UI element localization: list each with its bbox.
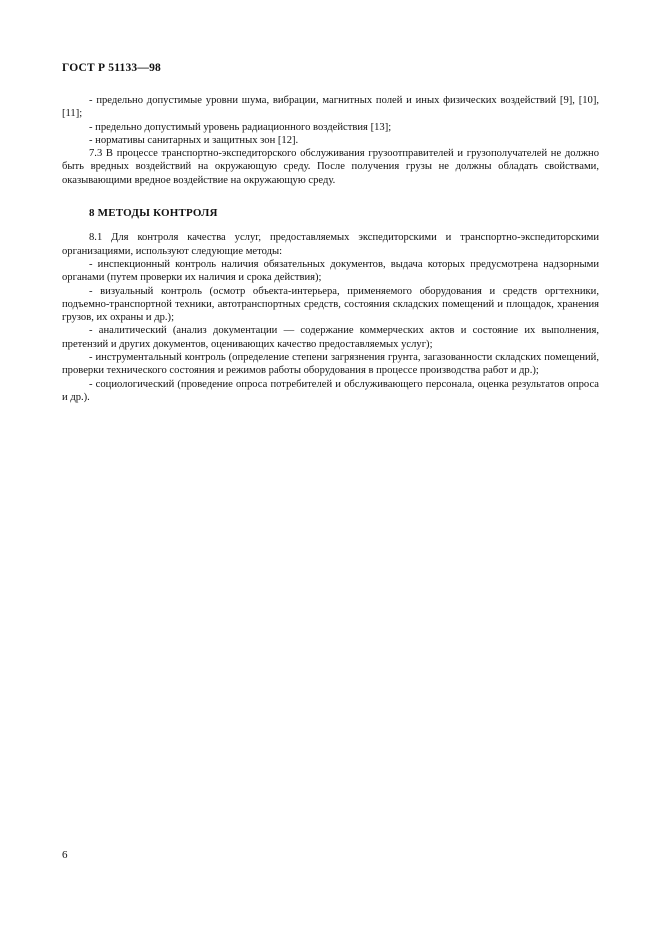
paragraph: - предельно допустимый уровень радиационного воздействия [13]; — [89, 121, 392, 133]
paragraph: 8.1 Для контроля качества услуг, предоставляемых экспедиторскими и транспортно-экспедиторскими организациями, используют следующие методы: — [62, 232, 599, 257]
paragraph: - инструментальный контроль (определение степени загрязнения грунта, загазованности складских помещений, проверки технического состояния и режимов работы оборудования в процессе производства работ и др.); — [62, 352, 599, 377]
paragraph: - предельно допустимые уровни шума, вибрации, магнитных полей и иных физических воздействий [9], [10], [11]; — [62, 95, 599, 120]
paragraph: - визуальный контроль (осмотр объекта-интерьера, применяемого оборудования и средств оргтехники, подъемно-транспортной техники, автотранспортных средств, состояния складских помещений и площадок, хранения грузов, их охраны и др.); — [62, 285, 599, 324]
paragraph: - аналитический (анализ документации — содержание коммерческих актов и состояние их выполнения, претензий и других документов, оценивающих качество предоставляемых услуг); — [62, 325, 599, 350]
document-body — [62, 94, 599, 404]
paragraph: - социологический (проведение опроса потребителей и обслуживающего персонала, оценка результатов опроса и др.). — [62, 378, 599, 403]
section-heading: 8 МЕТОДЫ КОНТРОЛЯ — [89, 207, 218, 220]
paragraph: 7.3 В процессе транспортно-экспедиторского обслуживания грузоотправителей и грузополучателей не должно быть вредных воздействий на окружающую среду. После получения грузы не должны обладать свойствами, оказывающими вредное воздействие на окружающую среду. — [62, 148, 599, 186]
paragraph: - нормативы санитарных и защитных зон [12]. — [89, 134, 299, 146]
page-number: 6 — [62, 849, 68, 861]
paragraph: - инспекционный контроль наличия обязательных документов, выдача которых предусмотрена надзорными органами (путем проверки их наличия и срока действия); — [62, 258, 599, 284]
document-code: ГОСТ Р 51133—98 — [62, 62, 161, 74]
